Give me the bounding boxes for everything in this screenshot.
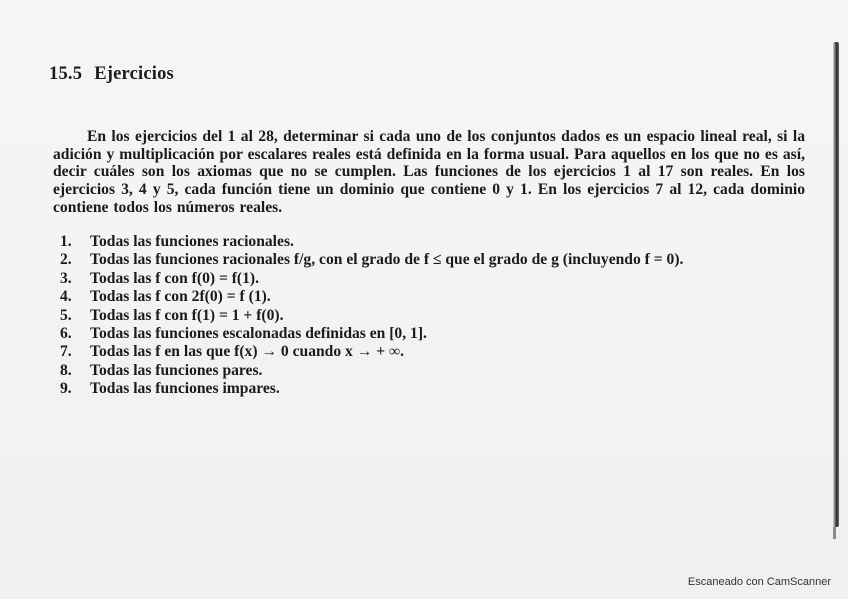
page-binding-shadow-tail — [833, 527, 836, 539]
exercise-number: 4. — [60, 288, 72, 306]
exercise-item — [60, 325, 806, 343]
scanner-watermark: Escaneado con CamScanner — [687, 576, 831, 588]
exercise-item — [60, 307, 806, 325]
exercise-text: Todas las f con f(1) = 1 + f(0). — [90, 306, 284, 324]
exercise-item — [60, 270, 806, 288]
section-number: 15.5 — [49, 64, 83, 84]
exercise-item — [60, 362, 806, 380]
exercise-number: 3. — [60, 269, 72, 287]
section-title: Ejercicios — [94, 64, 174, 84]
exercise-item — [60, 380, 806, 398]
exercise-text: Todas las funciones racionales. — [90, 233, 294, 250]
exercise-list — [60, 233, 806, 399]
exercise-number: 5. — [60, 306, 72, 324]
intro-paragraph: En los ejercicios del 1 al 28, determinar si cada uno de los conjuntos dados es un espacio lineal real, si la adición y multiplicación por escalares reales está definida en la forma usual. Para aquellos en los que no es así, decir cuáles son los axiomas que no se cumplen. Las funciones de los ejercicios 1 al 17 son reales. En los ejercicios 3, 4 y 5, cada función tiene un dominio que contiene 0 y 1. En los ejercicios 7 al 12, cada dominio contiene todos los números reales. — [53, 127, 805, 217]
exercise-text: Todas las f con 2f(0) = f (1). — [90, 288, 271, 306]
exercise-text: Todas las funciones racionales f/g, con el grado de f ≤ que el grado de g (incluyendo f = 0). — [90, 251, 684, 269]
exercise-number: 2. — [60, 251, 72, 269]
exercise-number: 1. — [60, 233, 72, 250]
exercise-text: Todas las f con f(0) = f(1). — [90, 269, 260, 287]
exercise-text: Todas las funciones escalonadas definidas en [0, 1]. — [90, 325, 427, 343]
exercise-item — [60, 343, 806, 361]
exercise-number: 8. — [60, 361, 72, 379]
exercise-item — [60, 288, 806, 306]
exercise-number: 6. — [60, 325, 72, 343]
exercise-number: 7. — [60, 343, 72, 361]
exercise-text: Todas las funciones pares. — [90, 361, 263, 379]
exercise-number: 9. — [60, 380, 72, 398]
exercise-text: Todas las f en las que f(x) → 0 cuando x → + ∞. — [90, 343, 405, 361]
exercise-item — [60, 233, 806, 251]
exercise-item — [60, 251, 806, 269]
section-heading — [49, 64, 174, 85]
exercise-text: Todas las funciones impares. — [90, 380, 280, 398]
page-binding-shadow — [833, 42, 839, 527]
